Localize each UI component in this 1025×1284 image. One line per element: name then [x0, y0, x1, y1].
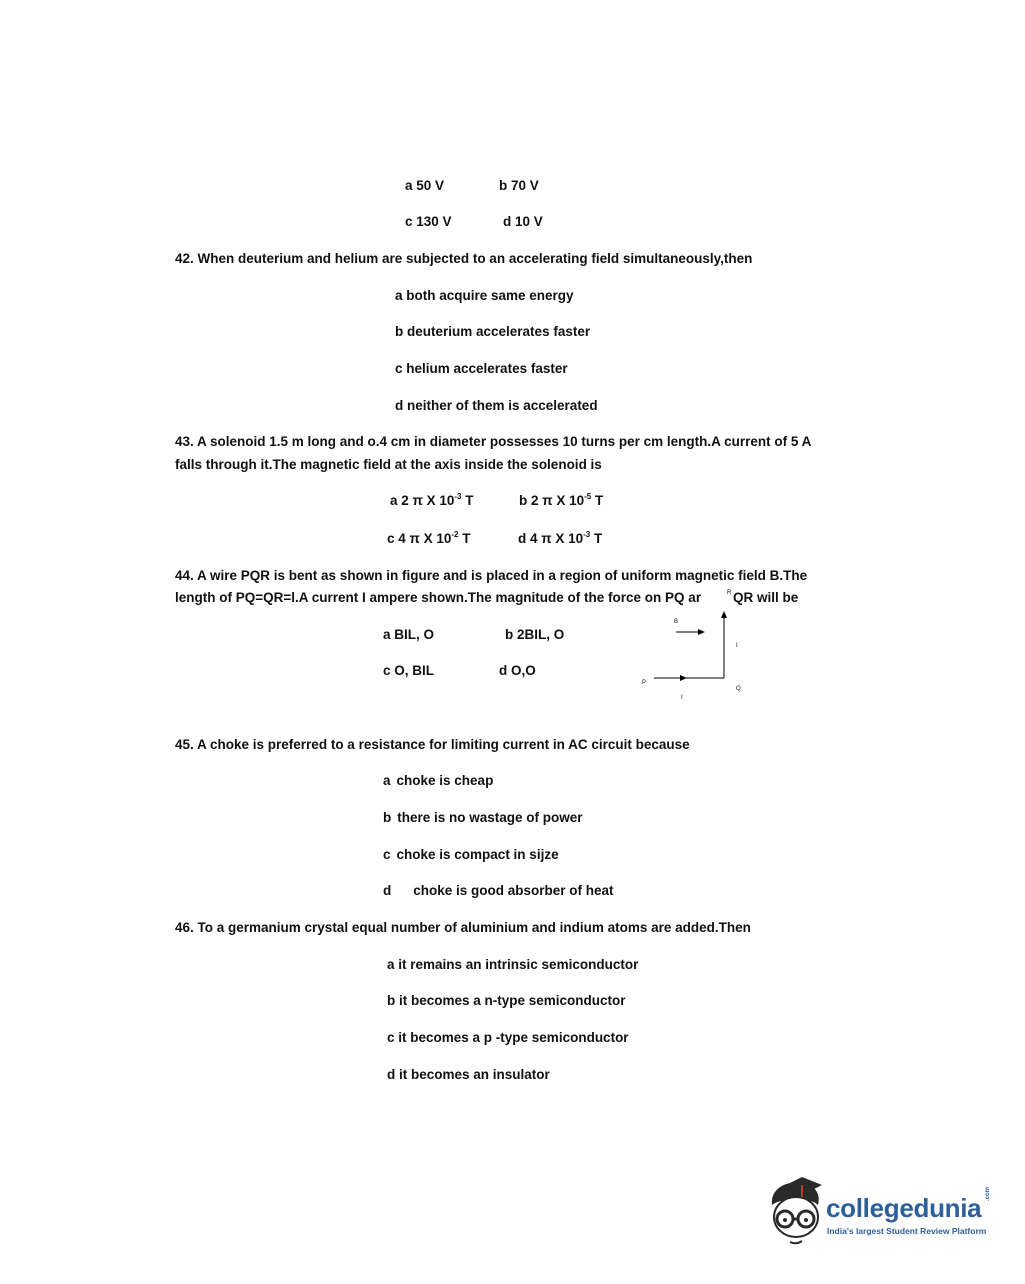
- q45-option-a: a choke is cheap: [383, 773, 494, 788]
- collegedunia-logo: [766, 1175, 996, 1250]
- student-mascot-icon: [766, 1175, 826, 1250]
- q44-option-c: c O, BIL: [383, 663, 435, 678]
- q42-option-c: c helium accelerates faster: [395, 361, 568, 376]
- q44-option-b: b 2BIL, O: [505, 627, 565, 642]
- q43-question-line1: 43. A solenoid 1.5 m long and o.4 cm in diameter possesses 10 turns per cm length.A current of 5 A: [175, 434, 812, 449]
- b-field-arrowhead: [698, 629, 705, 635]
- q43-option-c: c 4 π X $10^{-2}$ T: [387, 530, 471, 546]
- label-q: Q: [736, 686, 741, 692]
- current-arrow-qr: [721, 611, 727, 618]
- q46-option-a: a it remains an intrinsic semiconductor: [387, 957, 639, 972]
- q45-option-c: c choke is compact in sijze: [383, 847, 559, 862]
- label-b: B: [674, 619, 679, 625]
- q41-option-a: a 50 V: [405, 178, 445, 193]
- label-r: R: [727, 590, 732, 596]
- q42-option-d: d neither of them is accelerated: [395, 398, 598, 413]
- q43-option-b: b 2 π X $10^{-5}$ T: [519, 492, 604, 508]
- q46-question: 46. To a germanium crystal equal number of aluminium and indium atoms are added.Then: [175, 920, 751, 935]
- q42-question: 42. When deuterium and helium are subjected to an accelerating field simultaneously,then: [175, 251, 753, 266]
- collegedunia-tagline: India's largest Student Review Platform: [827, 1226, 987, 1236]
- q45-option-b: b there is no wastage of power: [383, 810, 583, 825]
- q43-option-d: d 4 π X $10^{-3}$ T: [518, 530, 603, 546]
- wire-pqr-figure: [636, 590, 756, 710]
- q44-question-line2-tail: QR will be: [733, 590, 799, 605]
- label-i-bottom: I: [681, 695, 683, 701]
- q44-option-d: d O,O: [499, 663, 536, 678]
- q43-question-line2: falls through it.The magnetic field at the axis inside the solenoid is: [175, 457, 602, 472]
- q42-option-a: a both acquire same energy: [395, 288, 574, 303]
- q42-option-b: b deuterium accelerates faster: [395, 324, 591, 339]
- q45-option-d: d choke is good absorber of heat: [383, 883, 614, 898]
- current-arrow-pq: [680, 675, 687, 681]
- q41-option-d: d 10 V: [503, 214, 543, 229]
- q41-option-b: b 70 V: [499, 178, 539, 193]
- label-p: P: [642, 680, 647, 686]
- q43-option-a: a 2 π X $10^{-3}$ T: [390, 492, 474, 508]
- q44-option-a: a BIL, O: [383, 627, 435, 642]
- q44-question-line2: length of PQ=QR=l.A current I ampere shown.The magnitude of the force on PQ ar: [175, 590, 702, 605]
- q44-question-line1: 44. A wire PQR is bent as shown in figure and is placed in a region of uniform magnetic field B.The: [175, 568, 808, 583]
- q41-option-c: c 130 V: [405, 214, 452, 229]
- q46-option-d: d it becomes an insulator: [387, 1067, 550, 1082]
- q45-question: 45. A choke is preferred to a resistance for limiting current in AC circuit because: [175, 737, 690, 752]
- q46-option-b: b it becomes a n-type semiconductor: [387, 993, 626, 1008]
- collegedunia-com: .com: [985, 1186, 991, 1201]
- wire-pqr-diagram: [636, 610, 756, 710]
- collegedunia-wordmark: collegedunia: [826, 1193, 982, 1223]
- label-i-right: I: [736, 643, 738, 649]
- q46-option-c: c it becomes a p -type semiconductor: [387, 1030, 629, 1045]
